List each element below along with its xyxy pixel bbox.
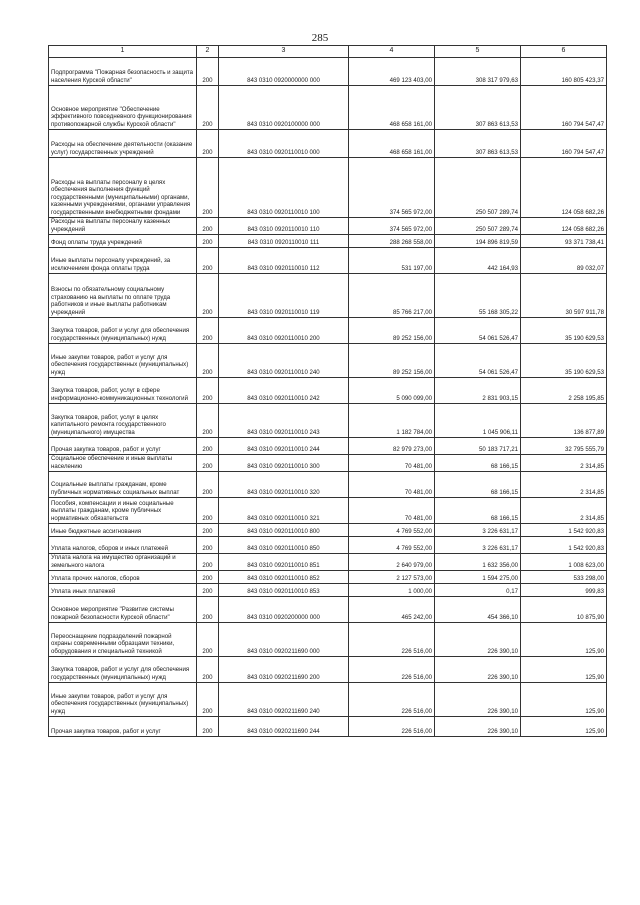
table-row [49, 438, 607, 455]
column-header: 6 [521, 46, 607, 58]
row-executed: 1 045 906,11 [435, 404, 521, 438]
row-approved: 89 252 156,00 [349, 344, 435, 378]
table-row [49, 584, 607, 597]
row-kbk: 843 0310 0920110010 242 [219, 378, 349, 404]
row-kbk: 843 0310 0920110010 243 [219, 404, 349, 438]
row-remaining: 1 542 920,83 [521, 524, 607, 537]
table-row [49, 130, 607, 158]
row-name: Прочая закупка товаров, работ и услуг [49, 438, 197, 455]
row-remaining: 89 032,07 [521, 248, 607, 274]
table-row [49, 455, 607, 472]
table-row [49, 524, 607, 537]
table-row [49, 597, 607, 623]
table-row [49, 472, 607, 498]
row-approved: 70 481,00 [349, 472, 435, 498]
row-executed: 308 317 979,63 [435, 58, 521, 86]
row-name: Закупка товаров, работ и услуг для обеспечения государственных (муниципальных) нужд [49, 318, 197, 344]
row-executed: 0,17 [435, 584, 521, 597]
row-code: 200 [197, 378, 219, 404]
row-executed: 50 183 717,21 [435, 438, 521, 455]
row-approved: 5 090 099,00 [349, 378, 435, 404]
row-executed: 250 507 289,74 [435, 218, 521, 235]
row-approved: 374 565 972,00 [349, 158, 435, 218]
row-executed: 194 896 819,59 [435, 235, 521, 248]
row-code: 200 [197, 318, 219, 344]
row-code: 200 [197, 86, 219, 130]
row-kbk: 843 0310 0920110010 850 [219, 537, 349, 554]
row-remaining: 30 597 911,78 [521, 274, 607, 318]
row-kbk: 843 0310 0920211690 000 [219, 623, 349, 657]
table-row [49, 498, 607, 524]
row-approved: 2 127 573,00 [349, 571, 435, 584]
row-name: Иные закупки товаров, работ и услуг для обеспечения государственных (муниципальных) нужд [49, 683, 197, 717]
row-code: 200 [197, 455, 219, 472]
row-executed: 1 632 356,00 [435, 554, 521, 571]
row-remaining: 125,90 [521, 657, 607, 683]
row-kbk: 843 0310 0920110010 200 [219, 318, 349, 344]
row-kbk: 843 0310 0920110010 000 [219, 130, 349, 158]
row-remaining: 2 314,85 [521, 455, 607, 472]
row-approved: 531 197,00 [349, 248, 435, 274]
table-row [49, 571, 607, 584]
row-approved: 85 766 217,00 [349, 274, 435, 318]
column-header: 5 [435, 46, 521, 58]
table-row [49, 318, 607, 344]
row-kbk: 843 0310 0920110010 853 [219, 584, 349, 597]
row-executed: 307 863 613,53 [435, 130, 521, 158]
row-remaining: 1 542 920,83 [521, 537, 607, 554]
row-code: 200 [197, 218, 219, 235]
row-name: Закупка товаров, работ и услуг для обеспечения государственных (муниципальных) нужд [49, 657, 197, 683]
row-name: Расходы на выплаты персоналу в целях обеспечения выполнения функций государственными (муниципальными) органами, казенными учреждениями, органами управления государственными внебюджетными фондами [49, 158, 197, 218]
row-executed: 68 166,15 [435, 472, 521, 498]
row-name: Уплата иных платежей [49, 584, 197, 597]
row-name: Прочая закупка товаров, работ и услуг [49, 717, 197, 737]
row-name: Расходы на обеспечение деятельности (оказание услуг) государственных учреждений [49, 130, 197, 158]
row-approved: 226 516,00 [349, 623, 435, 657]
row-remaining: 999,83 [521, 584, 607, 597]
row-kbk: 843 0310 0920110010 100 [219, 158, 349, 218]
row-name: Фонд оплаты труда учреждений [49, 235, 197, 248]
row-kbk: 843 0310 0920110010 851 [219, 554, 349, 571]
row-executed: 3 226 631,17 [435, 537, 521, 554]
row-approved: 469 123 403,00 [349, 58, 435, 86]
row-executed: 54 061 526,47 [435, 344, 521, 378]
row-code: 200 [197, 58, 219, 86]
row-executed: 250 507 289,74 [435, 158, 521, 218]
row-code: 200 [197, 683, 219, 717]
row-remaining: 136 877,89 [521, 404, 607, 438]
row-name: Иные бюджетные ассигнования [49, 524, 197, 537]
row-approved: 89 252 156,00 [349, 318, 435, 344]
row-executed: 226 390,10 [435, 717, 521, 737]
row-code: 200 [197, 717, 219, 737]
table-row [49, 218, 607, 235]
row-remaining: 160 805 423,37 [521, 58, 607, 86]
row-name: Пособия, компенсации и иные социальные выплаты гражданам, кроме публичных нормативных обязательств [49, 498, 197, 524]
row-approved: 226 516,00 [349, 717, 435, 737]
row-approved: 468 658 161,00 [349, 130, 435, 158]
row-name: Закупка товаров, работ, услуг в целях капитального ремонта государственного (муниципального) имущества [49, 404, 197, 438]
row-approved: 465 242,00 [349, 597, 435, 623]
row-code: 200 [197, 344, 219, 378]
table-row [49, 378, 607, 404]
column-header: 3 [219, 46, 349, 58]
row-remaining: 125,90 [521, 683, 607, 717]
column-header: 2 [197, 46, 219, 58]
row-code: 200 [197, 498, 219, 524]
row-code: 200 [197, 472, 219, 498]
row-executed: 2 831 903,15 [435, 378, 521, 404]
row-remaining: 35 190 629,53 [521, 344, 607, 378]
table-row [49, 158, 607, 218]
row-approved: 70 481,00 [349, 455, 435, 472]
row-kbk: 843 0310 0920110010 852 [219, 571, 349, 584]
row-remaining: 160 794 547,47 [521, 130, 607, 158]
row-executed: 55 168 305,22 [435, 274, 521, 318]
row-kbk: 843 0310 0920100000 000 [219, 86, 349, 130]
row-code: 200 [197, 524, 219, 537]
row-approved: 2 640 979,00 [349, 554, 435, 571]
row-remaining: 1 008 623,00 [521, 554, 607, 571]
row-name: Иные выплаты персоналу учреждений, за исключением фонда оплаты труда [49, 248, 197, 274]
row-approved: 4 769 552,00 [349, 537, 435, 554]
row-code: 200 [197, 248, 219, 274]
row-approved: 226 516,00 [349, 683, 435, 717]
row-kbk: 843 0310 0920110010 320 [219, 472, 349, 498]
row-executed: 226 390,10 [435, 623, 521, 657]
row-approved: 4 769 552,00 [349, 524, 435, 537]
row-executed: 68 166,15 [435, 498, 521, 524]
row-approved: 374 565 972,00 [349, 218, 435, 235]
row-remaining: 124 058 682,26 [521, 158, 607, 218]
row-executed: 442 164,93 [435, 248, 521, 274]
row-name: Уплата налога на имущество организаций и земельного налога [49, 554, 197, 571]
row-approved: 226 516,00 [349, 657, 435, 683]
row-approved: 468 658 161,00 [349, 86, 435, 130]
row-remaining: 35 190 629,53 [521, 318, 607, 344]
row-approved: 70 481,00 [349, 498, 435, 524]
row-code: 200 [197, 537, 219, 554]
row-remaining: 125,90 [521, 623, 607, 657]
row-name: Социальное обеспечение и иные выплаты населению [49, 455, 197, 472]
row-kbk: 843 0310 0920110010 112 [219, 248, 349, 274]
row-remaining: 125,90 [521, 717, 607, 737]
budget-table [48, 45, 607, 737]
row-executed: 307 863 613,53 [435, 86, 521, 130]
column-header: 1 [49, 46, 197, 58]
row-name: Уплата прочих налогов, сборов [49, 571, 197, 584]
row-kbk: 843 0310 0920110010 244 [219, 438, 349, 455]
row-code: 200 [197, 657, 219, 683]
row-name: Социальные выплаты гражданам, кроме публичных нормативных социальных выплат [49, 472, 197, 498]
row-executed: 454 366,10 [435, 597, 521, 623]
row-approved: 82 979 273,00 [349, 438, 435, 455]
row-name: Основное мероприятие "Обеспечение эффективного повседневного функционирования противопожарной службы Курской области" [49, 86, 197, 130]
row-approved: 288 268 558,00 [349, 235, 435, 248]
row-code: 200 [197, 571, 219, 584]
table-row [49, 404, 607, 438]
row-code: 200 [197, 438, 219, 455]
row-name: Подпрограмма "Пожарная безопасность и защита населения Курской области" [49, 58, 197, 86]
row-remaining: 533 298,00 [521, 571, 607, 584]
row-kbk: 843 0310 0920110010 321 [219, 498, 349, 524]
row-code: 200 [197, 158, 219, 218]
table-row [49, 554, 607, 571]
table-row [49, 717, 607, 737]
row-kbk: 843 0310 0920000000 000 [219, 58, 349, 86]
row-executed: 3 226 631,17 [435, 524, 521, 537]
table-row [49, 86, 607, 130]
row-code: 200 [197, 130, 219, 158]
row-executed: 226 390,10 [435, 657, 521, 683]
row-executed: 54 061 526,47 [435, 318, 521, 344]
table-row [49, 657, 607, 683]
row-kbk: 843 0310 0920200000 000 [219, 597, 349, 623]
table-row [49, 683, 607, 717]
row-kbk: 843 0310 0920110010 110 [219, 218, 349, 235]
table-row [49, 248, 607, 274]
row-remaining: 32 795 555,79 [521, 438, 607, 455]
row-name: Расходы на выплаты персоналу казенных учреждений [49, 218, 197, 235]
row-kbk: 843 0310 0920110010 300 [219, 455, 349, 472]
row-remaining: 2 258 195,85 [521, 378, 607, 404]
row-executed: 1 594 275,00 [435, 571, 521, 584]
row-kbk: 843 0310 0920110010 119 [219, 274, 349, 318]
row-name: Основное мероприятие "Развитие системы пожарной безопасности Курской области" [49, 597, 197, 623]
row-name: Закупка товаров, работ, услуг в сфере информационно-коммуникационных технологий [49, 378, 197, 404]
row-kbk: 843 0310 0920211690 244 [219, 717, 349, 737]
table-row [49, 344, 607, 378]
row-kbk: 843 0310 0920110010 111 [219, 235, 349, 248]
row-remaining: 124 058 682,26 [521, 218, 607, 235]
table-row [49, 58, 607, 86]
row-kbk: 843 0310 0920211690 200 [219, 657, 349, 683]
row-code: 200 [197, 235, 219, 248]
column-number-row [49, 46, 607, 58]
row-remaining: 2 314,85 [521, 472, 607, 498]
row-name: Переоснащение подразделений пожарной охраны современными образцами техники, оборудования и специальной техникой [49, 623, 197, 657]
row-code: 200 [197, 554, 219, 571]
row-code: 200 [197, 584, 219, 597]
row-remaining: 2 314,85 [521, 498, 607, 524]
column-header: 4 [349, 46, 435, 58]
row-remaining: 10 875,90 [521, 597, 607, 623]
row-name: Иные закупки товаров, работ и услуг для обеспечения государственных (муниципальных) нужд [49, 344, 197, 378]
row-code: 200 [197, 623, 219, 657]
page-number: 285 [311, 32, 329, 44]
row-kbk: 843 0310 0920110010 240 [219, 344, 349, 378]
row-name: Уплата налогов, сборов и иных платежей [49, 537, 197, 554]
row-executed: 226 390,10 [435, 683, 521, 717]
row-code: 200 [197, 597, 219, 623]
row-remaining: 93 371 738,41 [521, 235, 607, 248]
table-row [49, 274, 607, 318]
row-remaining: 160 794 547,47 [521, 86, 607, 130]
row-kbk: 843 0310 0920110010 800 [219, 524, 349, 537]
row-name: Взносы по обязательному социальному страхованию на выплаты по оплате труда работников и иные выплаты работникам учреждений [49, 274, 197, 318]
row-executed: 68 166,15 [435, 455, 521, 472]
row-approved: 1 182 784,00 [349, 404, 435, 438]
row-approved: 1 000,00 [349, 584, 435, 597]
table-row [49, 235, 607, 248]
table-row [49, 537, 607, 554]
row-code: 200 [197, 274, 219, 318]
row-code: 200 [197, 404, 219, 438]
table-row [49, 623, 607, 657]
row-kbk: 843 0310 0920211690 240 [219, 683, 349, 717]
